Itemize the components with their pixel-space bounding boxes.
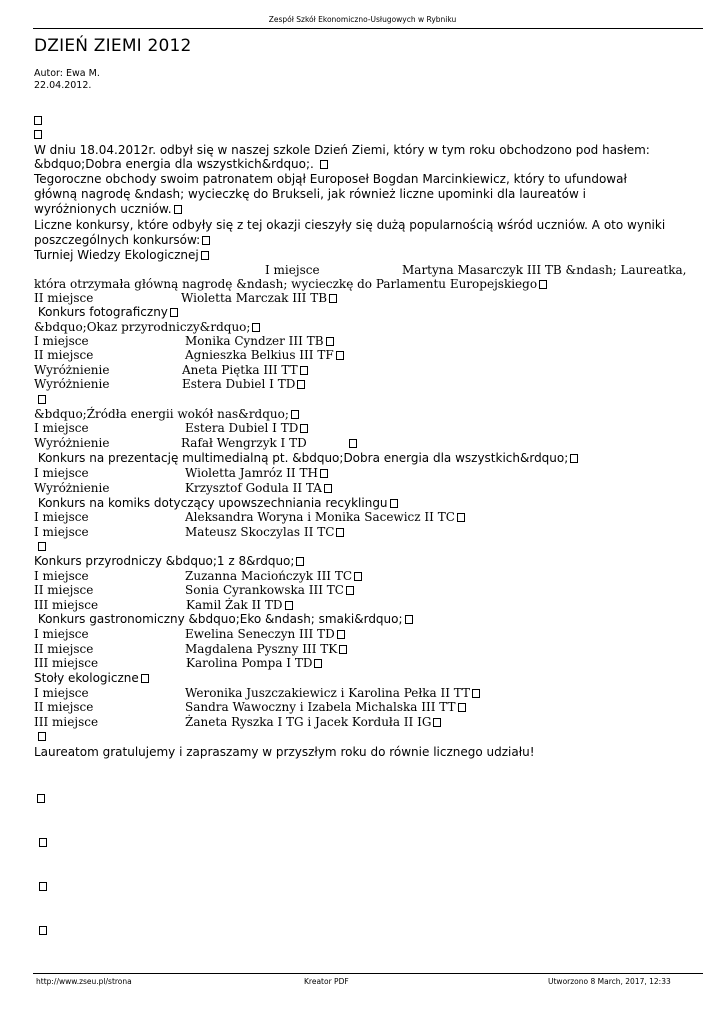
footer-url[interactable]: http://www.zseu.pl/strona [36,977,132,986]
missing-glyph-icon [300,366,308,375]
result-name: Wioletta Marczak III TB [181,291,337,305]
missing-glyph-icon [405,615,413,624]
result-place: Wyróżnienie [34,377,110,391]
result-name: Żaneta Ryszka I TG i Jacek Korduła II IG [185,715,441,729]
missing-glyph-icon [300,424,308,433]
result-row [34,436,307,450]
missing-glyph-icon [390,499,398,508]
result-name: Weronika Juszczakiewicz i Karolina Pełka II TT [185,686,480,700]
missing-glyph-icon [201,251,209,260]
result-name: Krzysztof Godula II TA [185,481,332,495]
missing-glyph-icon [38,395,46,404]
section-heading: Konkurs gastronomiczny &bdquo;Eko &ndash; smaki&rdquo; [34,612,413,626]
result-row [34,598,283,612]
paragraph-line: Liczne konkursy, które odbyły się z tej okazji cieszyły się dużą popularnością wśród uczniów. A oto wyniki [34,218,666,232]
result-row [34,656,313,670]
missing-glyph-icon [252,323,260,332]
empty-line [39,835,47,849]
missing-glyph-icon [354,572,362,581]
page-header: Zespół Szkół Ekonomiczno-Usługowych w Rybniku [268,15,457,24]
result-row [34,700,456,714]
result-place: II miejsce [34,583,94,597]
missing-glyph-icon [472,689,480,698]
missing-glyph-icon [324,484,332,493]
paragraph-line: &bdquo;Dobra energia dla wszystkich&rdquo;. [34,157,328,171]
missing-glyph-icon [314,659,322,668]
missing-glyph-icon [34,130,42,139]
result-row [34,363,298,377]
result-row [34,377,296,391]
missing-glyph-icon [37,794,45,803]
result-place: I miejsce [34,569,89,583]
missing-glyph-icon [336,351,344,360]
result-name: Zuzanna Maciończyk III TC [185,569,362,583]
paragraph-line: która otrzymała główną nagrodę &ndash; wycieczkę do Parlamentu Europejskiego [34,277,547,291]
result-place: Wyróżnienie [34,481,110,495]
missing-glyph-icon [337,630,345,639]
result-place: I miejsce [34,627,89,641]
footer-created: Utworzono 8 March, 2017, 12:33 [548,977,671,986]
empty-line [37,791,45,805]
empty-line [34,127,42,141]
result-place: I miejsce [265,263,320,277]
result-place: III miejsce [34,598,99,612]
result-place: I miejsce [34,510,89,524]
result-row [34,348,334,362]
missing-glyph-icon [39,926,47,935]
result-place: I miejsce [34,466,89,480]
missing-glyph-icon [202,236,210,245]
result-name: Aleksandra Woryna i Monika Sacewicz II TC [185,510,465,524]
result-name: Estera Dubiel I TD [185,421,308,435]
missing-glyph-icon [297,380,305,389]
paragraph-line: W dniu 18.04.2012r. odbył się w naszej szkole Dzień Ziemi, który w tym roku obchodzono pod hasłem: [34,143,650,157]
result-name: Wioletta Jamróz II TH [185,466,328,480]
missing-glyph-icon [433,718,441,727]
result-row [34,291,328,305]
result-row [34,627,335,641]
missing-glyph-icon [34,116,42,125]
result-row [34,481,322,495]
result-place: I miejsce [34,421,89,435]
footer-rule [33,973,703,974]
closing-text: Laureatom gratulujemy i zapraszamy w przyszłym roku do równie licznego udziału! [34,745,535,759]
missing-glyph-icon [570,454,578,463]
result-row [34,583,344,597]
missing-glyph-icon [336,528,344,537]
section-heading: Turniej Wiedzy Ekologicznej [34,248,209,262]
missing-glyph-icon [291,410,299,419]
missing-glyph-icon [339,645,347,654]
section-heading: &bdquo;Źródła energii wokół nas&rdquo; [34,407,299,421]
missing-glyph-icon [329,294,337,303]
result-place: III miejsce [34,715,99,729]
result-name: Aneta Piętka III TT [182,363,308,377]
result-name: Sonia Cyrankowska III TC [185,583,354,597]
result-name: Ewelina Seneczyn III TD [185,627,345,641]
result-name: Sandra Wawoczny i Izabela Michalska III TT [185,700,466,714]
paragraph-line: wyróżnionych uczniów. [34,202,182,216]
missing-glyph-icon [39,882,47,891]
empty-line [39,879,47,893]
missing-glyph-icon [320,160,328,169]
result-row [34,466,318,480]
missing-glyph-icon [349,439,357,448]
page-title: DZIEŃ ZIEMI 2012 [34,36,192,56]
section-heading: Konkurs na komiks dotyczący upowszechniania recyklingu [34,496,398,510]
paragraph-line: Tegoroczne obchody swoim patronatem objął Europoseł Bogdan Marcinkiewicz, który to ufundował [34,172,627,186]
empty-line [39,923,47,937]
missing-glyph-icon [38,542,46,551]
empty-line [34,392,46,406]
result-row [34,510,455,524]
missing-glyph-icon [141,674,149,683]
result-place: II miejsce [34,700,94,714]
result-place: I miejsce [34,525,89,539]
result-place: I miejsce [34,686,89,700]
result-name: Magdalena Pyszny III TK [185,642,347,656]
author-line: Autor: Ewa M. [34,68,100,79]
paragraph-line: poszczególnych konkursów: [34,233,210,247]
missing-glyph-icon [346,586,354,595]
result-row [34,334,324,348]
result-name: Kamil Żak II TD [186,598,293,612]
missing-glyph-icon [539,280,547,289]
result-row [34,421,299,435]
result-row [34,525,335,539]
empty-line [34,729,46,743]
section-heading: Konkurs przyrodniczy &bdquo;1 z 8&rdquo; [34,554,304,568]
result-row [34,569,353,583]
empty-line [34,113,42,127]
missing-glyph-icon [285,601,293,610]
result-name: Rafał Wengrzyk I TD [181,436,357,450]
section-heading: Stoły ekologiczne [34,671,149,685]
missing-glyph-icon [174,205,182,214]
result-name: Martyna Masarczyk III TB &ndash; Laureatka, [402,263,687,277]
footer-generator: Kreator PDF [304,977,349,986]
result-place: III miejsce [34,656,99,670]
paragraph-line: główną nagrodę &ndash; wycieczkę do Brukseli, jak również liczne upominki dla laureatów i [34,187,586,201]
result-name: Agnieszka Belkius III TF [185,348,344,362]
result-name: Karolina Pompa I TD [186,656,322,670]
result-row [34,642,338,656]
section-heading: Konkurs fotograficzny [34,305,178,319]
result-place: II miejsce [34,348,94,362]
section-heading: Konkurs na prezentację multimedialną pt. &bdquo;Dobra energia dla wszystkich&rdquo; [34,451,578,465]
missing-glyph-icon [296,557,304,566]
missing-glyph-icon [458,703,466,712]
missing-glyph-icon [170,308,178,317]
section-heading: &bdquo;Okaz przyrodniczy&rdquo; [34,320,260,334]
header-rule [33,28,703,29]
date-line: 22.04.2012. [34,80,92,91]
result-place: Wyróżnienie [34,363,110,377]
missing-glyph-icon [457,513,465,522]
missing-glyph-icon [320,469,328,478]
missing-glyph-icon [39,838,47,847]
result-name: Estera Dubiel I TD [182,377,305,391]
result-row [34,686,471,700]
missing-glyph-icon [38,732,46,741]
result-place: I miejsce [34,334,89,348]
result-name: Monika Cyndzer III TB [185,334,334,348]
result-name: Mateusz Skoczylas II TC [185,525,344,539]
result-place: Wyróżnienie [34,436,110,450]
missing-glyph-icon [326,337,334,346]
empty-line [34,539,46,553]
result-row [34,715,432,729]
result-place: II miejsce [34,642,94,656]
result-place: II miejsce [34,291,94,305]
